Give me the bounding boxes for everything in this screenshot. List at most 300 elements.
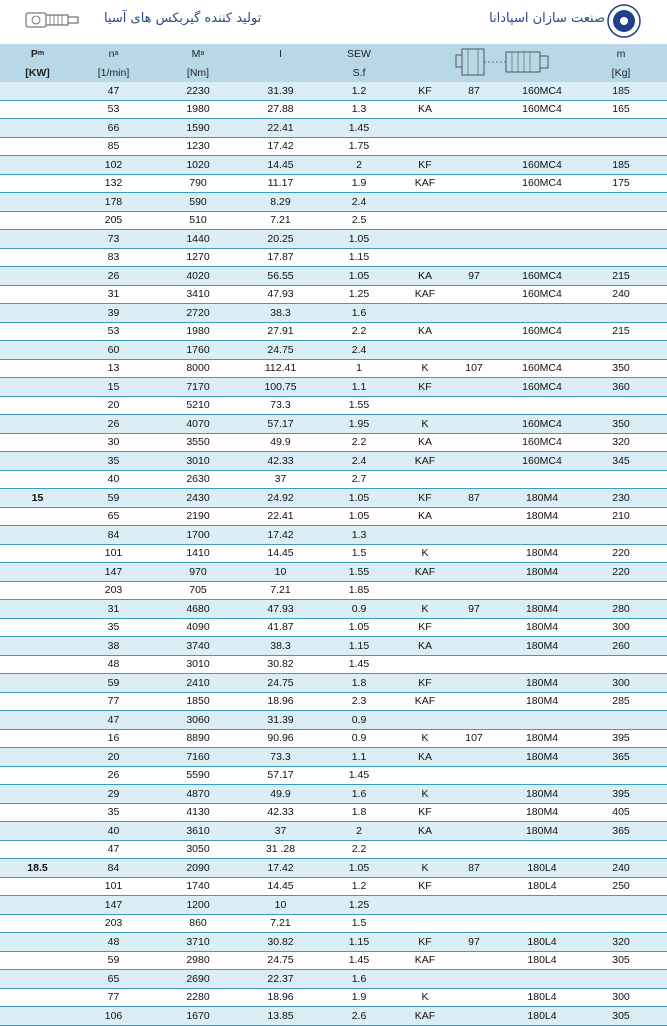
- cell-ma: 2190: [186, 510, 210, 523]
- cell-motor: 180M4: [525, 824, 559, 837]
- cell-type: KF: [418, 621, 432, 634]
- cell-sf: 1.45: [348, 769, 370, 782]
- cell-ma: 1200: [186, 898, 210, 911]
- cell-type: KAF: [414, 177, 436, 190]
- cell-pm: [0, 267, 75, 285]
- cell-ma: 7170: [186, 380, 210, 393]
- cell-i: 38.3: [270, 639, 291, 652]
- cell-motor: 180M4: [525, 676, 559, 689]
- cell-na: 26: [107, 269, 120, 282]
- cell-size: 87: [468, 861, 480, 874]
- cell-m: 220: [612, 565, 630, 578]
- cell-motor: 180L4: [527, 935, 557, 948]
- cell-na: 77: [107, 991, 120, 1004]
- cell-m: [580, 397, 662, 415]
- cell-sf: 1.5: [351, 547, 367, 560]
- unit-i: [243, 63, 318, 82]
- cell-na: 147: [104, 898, 123, 911]
- table-row: [0, 674, 667, 693]
- table-row: [0, 156, 667, 175]
- cell-ma: 2430: [186, 491, 210, 504]
- cell-motor: [490, 896, 594, 914]
- cell-na: 40: [107, 824, 120, 837]
- table-row: [0, 434, 667, 453]
- cell-na: 15: [107, 380, 120, 393]
- cell-motor: 180M4: [525, 510, 559, 523]
- cell-sf: 1: [356, 362, 362, 375]
- cell-na: 40: [107, 473, 120, 486]
- cell-motor: 160MC4: [522, 177, 562, 190]
- cell-ma: 2230: [186, 84, 210, 97]
- cell-motor: 180M4: [525, 621, 559, 634]
- cell-motor: 180L4: [527, 880, 557, 893]
- cell-na: 132: [104, 177, 123, 190]
- cell-ma: 2720: [186, 306, 210, 319]
- table-row: [0, 970, 667, 989]
- cell-na: 66: [107, 121, 120, 134]
- cell-i: 17.42: [267, 861, 294, 874]
- cell-i: 14.45: [267, 158, 294, 171]
- cell-i: 47.93: [267, 288, 294, 301]
- unit-sf: S.f: [352, 66, 366, 79]
- page-header: [0, 0, 667, 44]
- cell-ma: 5590: [186, 769, 210, 782]
- cell-ma: 3010: [186, 454, 210, 467]
- cell-m: 240: [612, 861, 630, 874]
- cell-pm: [0, 933, 75, 951]
- table-row: [0, 785, 667, 804]
- cell-type: KA: [417, 510, 432, 523]
- cell-ma: 2280: [186, 991, 210, 1004]
- cell-ma: 3610: [186, 824, 210, 837]
- table-row: [0, 526, 667, 545]
- table-row: [0, 859, 667, 878]
- cell-na: 59: [107, 954, 120, 967]
- cell-i: 10: [274, 565, 287, 578]
- cell-pm: [0, 434, 75, 452]
- table-row: [0, 989, 667, 1008]
- gearmotor-diagram-icon: [448, 45, 556, 79]
- cell-type: [396, 915, 454, 933]
- cell-m: 305: [612, 1009, 630, 1022]
- table-header-row: [0, 44, 667, 63]
- cell-m: 210: [612, 510, 630, 523]
- cell-m: [580, 138, 662, 156]
- cell-na: 205: [104, 214, 123, 227]
- cell-m: [580, 767, 662, 785]
- cell-pm: [0, 656, 75, 674]
- cell-size: 97: [468, 935, 480, 948]
- cell-type: KAF: [414, 954, 436, 967]
- cell-pm: [0, 711, 75, 729]
- table-row: [0, 748, 667, 767]
- cell-pm: [0, 915, 75, 933]
- cell-i: 7.21: [270, 917, 291, 930]
- cell-na: 20: [107, 750, 120, 763]
- cell-sf: 1.05: [348, 491, 370, 504]
- cell-i: 22.41: [267, 121, 294, 134]
- cell-motor: [490, 304, 594, 322]
- cell-sf: 2.4: [351, 343, 367, 356]
- table-row: [0, 101, 667, 120]
- cell-size: 87: [468, 84, 480, 97]
- cell-type: KA: [417, 436, 432, 449]
- cell-pm: 15: [31, 491, 44, 504]
- cell-motor: 180M4: [525, 602, 559, 615]
- cell-type: K: [421, 787, 429, 800]
- cell-m: 300: [612, 991, 630, 1004]
- cell-pm: [0, 730, 75, 748]
- cell-pm: [0, 286, 75, 304]
- cell-i: 24.75: [267, 676, 294, 689]
- cell-sf: 2.7: [351, 473, 367, 486]
- cell-ma: 4680: [186, 602, 210, 615]
- cell-sf: 1.45: [348, 954, 370, 967]
- header-m: m: [616, 47, 626, 60]
- cell-pm: [0, 563, 75, 581]
- cell-sf: 1.75: [348, 140, 370, 153]
- cell-ma: 1740: [186, 880, 210, 893]
- table-row: [0, 933, 667, 952]
- cell-m: [580, 915, 662, 933]
- cell-i: 17.42: [267, 528, 294, 541]
- cell-na: 26: [107, 417, 120, 430]
- cell-i: 73.3: [270, 399, 291, 412]
- table-row: [0, 175, 667, 194]
- cell-motor: 160MC4: [522, 158, 562, 171]
- cell-motor: [490, 341, 594, 359]
- table-row: [0, 637, 667, 656]
- cell-ma: 510: [189, 214, 207, 227]
- cell-type: KA: [417, 824, 432, 837]
- cell-pm: [0, 212, 75, 230]
- table-row: [0, 1007, 667, 1026]
- cell-na: 48: [107, 935, 120, 948]
- cell-i: 57.17: [267, 769, 294, 782]
- cell-na: 35: [107, 806, 120, 819]
- table-unit-row: [0, 63, 667, 82]
- cell-type: [396, 230, 454, 248]
- cell-ma: 2980: [186, 954, 210, 967]
- cell-na: 38: [107, 639, 120, 652]
- cell-pm: [0, 415, 75, 433]
- cell-type: KAF: [414, 288, 436, 301]
- cell-ma: 1980: [186, 103, 210, 116]
- header-ma: M a: [191, 47, 205, 60]
- cell-pm: [0, 360, 75, 378]
- cell-size: 107: [465, 732, 483, 745]
- table-row: [0, 619, 667, 638]
- cell-ma: 4130: [186, 806, 210, 819]
- table-row: [0, 82, 667, 101]
- cell-na: 47: [107, 843, 120, 856]
- cell-m: 395: [612, 787, 630, 800]
- cell-m: [580, 471, 662, 489]
- cell-pm: [0, 101, 75, 119]
- cell-ma: 4020: [186, 269, 210, 282]
- cell-pm: [0, 582, 75, 600]
- cell-m: [580, 582, 662, 600]
- table-row: [0, 822, 667, 841]
- cell-i: 30.82: [267, 935, 294, 948]
- table-row: [0, 563, 667, 582]
- cell-motor: 180L4: [527, 954, 557, 967]
- cell-type: [396, 582, 454, 600]
- cell-motor: 160MC4: [522, 84, 562, 97]
- cell-motor: 160MC4: [522, 436, 562, 449]
- cell-i: 41.87: [267, 621, 294, 634]
- cell-pm: [0, 693, 75, 711]
- table-row: [0, 878, 667, 897]
- cell-type: KF: [418, 84, 432, 97]
- cell-motor: 180L4: [527, 1009, 557, 1022]
- table-row: [0, 896, 667, 915]
- cell-type: [396, 471, 454, 489]
- company-logo-icon: [607, 4, 641, 38]
- cell-ma: 1700: [186, 528, 210, 541]
- cell-type: [396, 249, 454, 267]
- cell-na: 101: [104, 547, 123, 560]
- table-row: [0, 452, 667, 471]
- cell-type: [396, 304, 454, 322]
- cell-i: 57.17: [267, 417, 294, 430]
- cell-pm: [0, 341, 75, 359]
- cell-ma: 1230: [186, 140, 210, 153]
- cell-ma: 3410: [186, 288, 210, 301]
- cell-sf: 1.55: [348, 399, 370, 412]
- cell-pm: [0, 175, 75, 193]
- cell-i: 31.39: [267, 84, 294, 97]
- table-row: [0, 341, 667, 360]
- cell-na: 47: [107, 84, 120, 97]
- cell-m: 240: [612, 288, 630, 301]
- table-row: [0, 286, 667, 305]
- cell-ma: 1980: [186, 325, 210, 338]
- cell-sf: 1.85: [348, 584, 370, 597]
- cell-i: 42.33: [267, 806, 294, 819]
- cell-type: KAF: [414, 454, 436, 467]
- cell-na: 31: [107, 288, 120, 301]
- cell-type: K: [421, 732, 429, 745]
- cell-motor: 180L4: [527, 991, 557, 1004]
- table-row: [0, 230, 667, 249]
- cell-ma: 3060: [186, 713, 210, 726]
- table-row: [0, 804, 667, 823]
- cell-sf: 1.2: [351, 880, 367, 893]
- cell-m: 395: [612, 732, 630, 745]
- cell-motor: [490, 582, 594, 600]
- gearbox-data-table: [0, 44, 667, 1026]
- cell-i: 31.39: [267, 713, 294, 726]
- cell-type: KA: [417, 325, 432, 338]
- cell-ma: 2410: [186, 676, 210, 689]
- table-row: [0, 212, 667, 231]
- cell-na: 203: [104, 584, 123, 597]
- cell-sf: 1.05: [348, 621, 370, 634]
- table-row: [0, 267, 667, 286]
- cell-ma: 4090: [186, 621, 210, 634]
- cell-m: 215: [612, 269, 630, 282]
- cell-pm: [0, 952, 75, 970]
- cell-ma: 860: [189, 917, 207, 930]
- cell-i: 24.75: [267, 343, 294, 356]
- cell-motor: [490, 656, 594, 674]
- table-row: [0, 397, 667, 416]
- cell-i: 37: [274, 473, 287, 486]
- cell-type: [396, 526, 454, 544]
- cell-sf: 2.2: [351, 325, 367, 338]
- cell-pm: [0, 508, 75, 526]
- cell-na: 147: [104, 565, 123, 578]
- cell-sf: 1.9: [351, 177, 367, 190]
- unit-na: [1/min]: [97, 66, 130, 79]
- cell-i: 90.96: [267, 732, 294, 745]
- cell-sf: 1.9: [351, 991, 367, 1004]
- table-row: [0, 915, 667, 934]
- cell-na: 203: [104, 917, 123, 930]
- cell-motor: 160MC4: [522, 288, 562, 301]
- cell-m: 320: [612, 436, 630, 449]
- cell-na: 65: [107, 510, 120, 523]
- table-row: [0, 693, 667, 712]
- cell-na: 106: [104, 1009, 123, 1022]
- cell-motor: 160MC4: [522, 417, 562, 430]
- cell-type: KF: [418, 158, 432, 171]
- cell-motor: 180M4: [525, 547, 559, 560]
- cell-pm: [0, 452, 75, 470]
- cell-i: 49.9: [270, 436, 291, 449]
- cell-m: 365: [612, 824, 630, 837]
- cell-motor: [490, 526, 594, 544]
- cell-i: 37: [274, 824, 287, 837]
- cell-sf: 1.05: [348, 269, 370, 282]
- cell-m: 260: [612, 639, 630, 652]
- cell-pm: [0, 1007, 75, 1025]
- cell-ma: 3550: [186, 436, 210, 449]
- cell-m: 215: [612, 325, 630, 338]
- table-row: [0, 508, 667, 527]
- cell-sf: 2.2: [351, 436, 367, 449]
- cell-type: KF: [418, 880, 432, 893]
- cell-ma: 2630: [186, 473, 210, 486]
- cell-ma: 790: [189, 177, 207, 190]
- cell-sf: 2: [356, 158, 362, 171]
- cell-i: 10: [274, 898, 287, 911]
- cell-m: [580, 896, 662, 914]
- cell-type: [396, 212, 454, 230]
- cell-type: K: [421, 602, 429, 615]
- cell-sf: 0.9: [351, 732, 367, 745]
- cell-m: 285: [612, 695, 630, 708]
- cell-ma: 7160: [186, 750, 210, 763]
- table-row: [0, 249, 667, 268]
- cell-m: 250: [612, 880, 630, 893]
- cell-size: 97: [468, 269, 480, 282]
- cell-pm: [0, 804, 75, 822]
- cell-i: 56.55: [267, 269, 294, 282]
- cell-i: 30.82: [267, 658, 294, 671]
- cell-motor: 180M4: [525, 787, 559, 800]
- cell-motor: [490, 841, 594, 859]
- cell-pm: [0, 230, 75, 248]
- cell-motor: 180M4: [525, 565, 559, 578]
- cell-na: 35: [107, 621, 120, 634]
- cell-pm: 18.5: [27, 861, 48, 874]
- cell-ma: 3740: [186, 639, 210, 652]
- cell-ma: 705: [189, 584, 207, 597]
- cell-sf: 1.15: [348, 935, 370, 948]
- cell-i: 112.41: [264, 362, 297, 375]
- cell-ma: 4070: [186, 417, 210, 430]
- header-i: I: [279, 47, 282, 60]
- cell-na: 77: [107, 695, 120, 708]
- cell-motor: 160MC4: [522, 269, 562, 282]
- cell-pm: [0, 545, 75, 563]
- cell-i: 14.45: [267, 547, 294, 560]
- cell-motor: [490, 230, 594, 248]
- cell-m: [580, 304, 662, 322]
- table-body: [0, 82, 667, 1026]
- cell-na: 35: [107, 454, 120, 467]
- cell-sf: 2.2: [351, 843, 367, 856]
- cell-type: K: [421, 861, 429, 874]
- gearbox-logo-icon: [25, 10, 81, 30]
- cell-sf: 0.9: [351, 602, 367, 615]
- cell-motor: 180M4: [525, 732, 559, 745]
- cell-pm: [0, 748, 75, 766]
- cell-ma: 970: [189, 565, 207, 578]
- cell-i: 100.75: [264, 380, 297, 393]
- cell-na: 59: [107, 676, 120, 689]
- table-row: [0, 582, 667, 601]
- table-row: [0, 119, 667, 138]
- cell-size: 87: [468, 491, 480, 504]
- cell-m: [580, 249, 662, 267]
- cell-sf: 1.5: [351, 917, 367, 930]
- cell-ma: 3710: [186, 935, 210, 948]
- cell-type: [396, 341, 454, 359]
- cell-m: 185: [612, 84, 630, 97]
- cell-motor: [490, 711, 594, 729]
- cell-type: [396, 896, 454, 914]
- cell-ma: 4870: [186, 787, 210, 800]
- table-row: [0, 489, 667, 508]
- cell-sf: 1.3: [351, 528, 367, 541]
- table-row: [0, 378, 667, 397]
- cell-m: 220: [612, 547, 630, 560]
- table-row: [0, 360, 667, 379]
- cell-type: KA: [417, 750, 432, 763]
- cell-pm: [0, 785, 75, 803]
- cell-type: KAF: [414, 1009, 436, 1022]
- cell-type: KF: [418, 935, 432, 948]
- cell-na: 47: [107, 713, 120, 726]
- cell-pm: [0, 119, 75, 137]
- cell-sf: 2.3: [351, 695, 367, 708]
- cell-na: 85: [107, 140, 120, 153]
- cell-i: 8.29: [270, 195, 291, 208]
- cell-type: [396, 841, 454, 859]
- cell-motor: [490, 471, 594, 489]
- cell-na: 178: [104, 195, 123, 208]
- cell-m: 405: [612, 806, 630, 819]
- table-row: [0, 471, 667, 490]
- cell-size: 97: [468, 602, 480, 615]
- cell-sf: 2.4: [351, 454, 367, 467]
- cell-na: 53: [107, 325, 120, 338]
- cell-sf: 1.1: [351, 750, 367, 763]
- cell-sf: 1.55: [348, 565, 370, 578]
